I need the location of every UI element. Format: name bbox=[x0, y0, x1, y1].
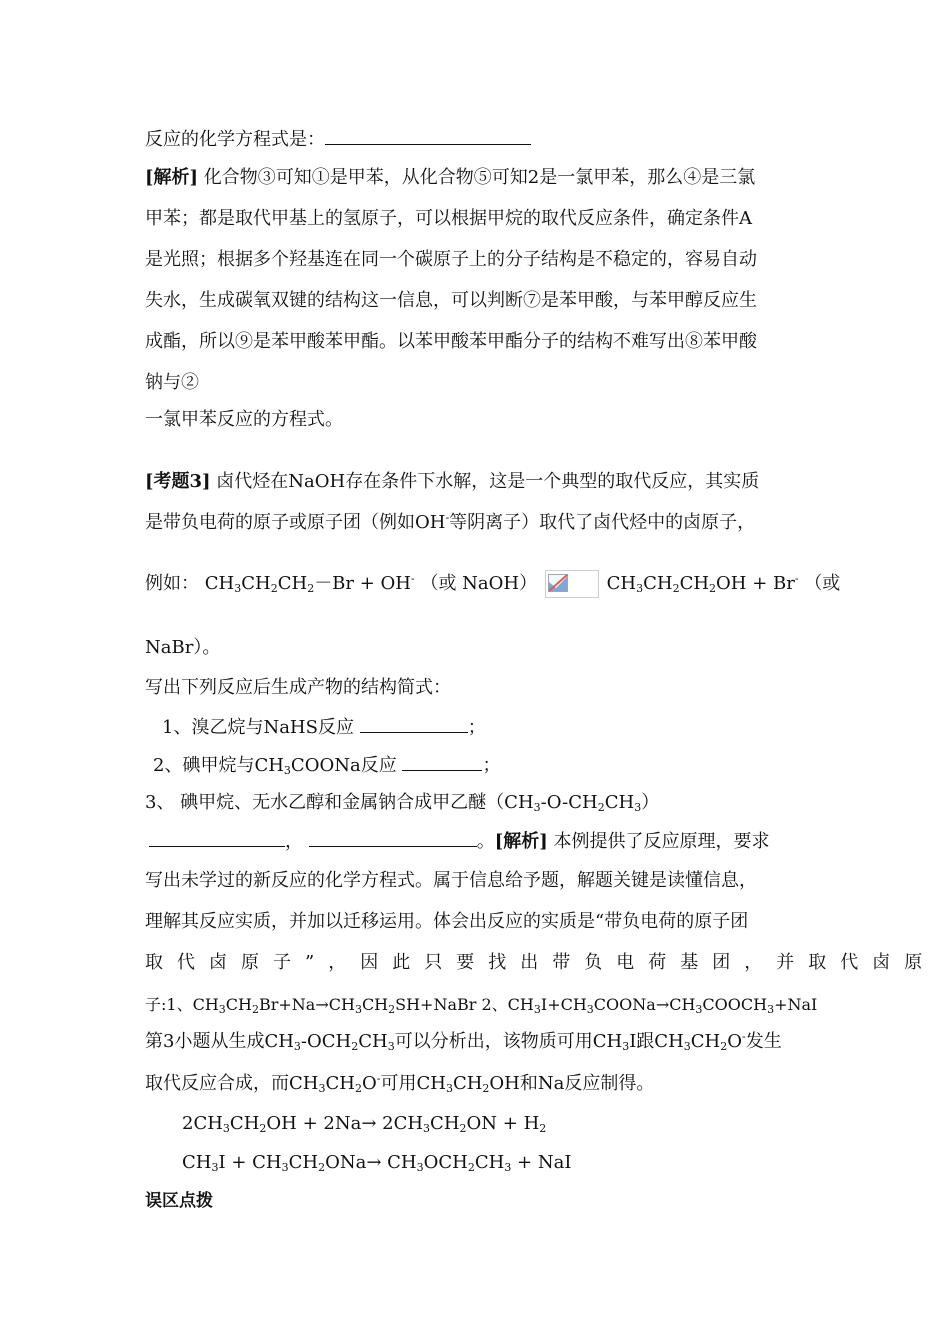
analysis-line-1: [解析] 化合物③可知①是甲苯，从化合物⑤可知2是一氯甲苯，那么④是三氯 bbox=[145, 167, 756, 188]
answer-line-2: 写出未学过的新反应的化学方程式。属于信息给予题，解题关键是读懂信息， bbox=[145, 870, 757, 891]
answer-blank bbox=[325, 126, 531, 145]
instruction-line: 写出下列反应后生成产物的结构简式： bbox=[145, 677, 451, 698]
analysis-line-2: 甲苯；都是取代甲基上的氢原子，可以根据甲烷的取代反应条件，确定条件A bbox=[145, 208, 752, 229]
sub-question-3: 3、 碘甲烷、无水乙醇和金属钠合成甲乙醚$(CH_3-O-CH_2CH_3)$ bbox=[145, 792, 660, 814]
question-3-line-2: 是带负电荷的原子或原子团（例如OH-等阴离子）取代了卤代烃中的卤原子， bbox=[145, 511, 756, 533]
analysis-line-3: 是光照；根据多个羟基连在同一个碳原子上的分子结构是不稳定的，容易自动 bbox=[145, 249, 757, 270]
answer-blank bbox=[149, 828, 285, 847]
sub-question-2: 2、碘甲烷与$CH_3COONa$反应 ； bbox=[153, 752, 500, 778]
equation-2: $CH_3I + CH_3CH_2ONa\to CH_3OCH_2CH_3$ + NaI bbox=[182, 1152, 572, 1174]
equation-prompt-line: 反应的化学方程式是： bbox=[145, 126, 531, 152]
analysis-tag: [解析] bbox=[145, 167, 199, 188]
answer-line-3: 理解其反应实质，并加以迁移运用。体会出反应的实质是“带负电荷的原子团 bbox=[145, 911, 749, 932]
answer-blank bbox=[402, 752, 482, 771]
analysis-line-4: 失水，生成碳氧双键的结构这一信息，可以判断⑦是苯甲酸，与苯甲醇反应生 bbox=[145, 290, 757, 311]
equation-1: $2CH_3CH_2OH + 2Na\to 2CH_3CH_2ON + H_2$ bbox=[182, 1113, 547, 1135]
analysis-line-6: 钠与② bbox=[145, 372, 199, 393]
broken-image-icon bbox=[545, 570, 599, 598]
answer-line-4: 取代卤原子”，因此只要找出带负电荷基团，并取代卤原 bbox=[145, 952, 937, 973]
answer-line-6: 第3小题从生成$CH_3-OCH_2CH_3$可以分析出，该物质可用$CH_3I$跟$CH_3CH_2O^-$发生 bbox=[145, 1030, 782, 1053]
answer-blank bbox=[360, 714, 468, 733]
analysis-line-5: 成酯，所以⑨是苯甲酸苯甲酯。以苯甲酸苯甲酯分子的结构不难写出⑧苯甲酸 bbox=[145, 331, 757, 352]
answer-blank bbox=[309, 828, 477, 847]
question-3-line-1: [考题3] 卤代烃在NaOH存在条件下水解，这是一个典型的取代反应，其实质 bbox=[145, 471, 760, 492]
sub-question-1: 1、溴乙烷与NaHS反应 ； bbox=[162, 714, 486, 740]
analysis-tag: [解析] bbox=[494, 831, 548, 852]
section-heading: 误区点拨 bbox=[145, 1191, 213, 1211]
question-tag: [考题3] bbox=[145, 471, 211, 492]
answer-line-7: 取代反应合成，而$CH_3CH_2O^-$可用$CH_3CH_2OH$和Na反应制得。 bbox=[145, 1072, 655, 1095]
example-reaction-line: 例如： $CH_3CH_2CH_2-Br + OH^-$ （或 NaOH） $CH_3CH_2CH_2OH + Br^-$ （或 bbox=[145, 570, 840, 598]
analysis-line-7: 一氯甲苯反应的方程式。 bbox=[145, 409, 343, 430]
answer-line-5: 子:1、$CH_3CH_2Br+Na\to CH_3CH_2SH+NaBr$ 2、$CH_3I+CH_3COONa\to CH_3COOCH_3+NaI$ bbox=[145, 995, 818, 1016]
nabr-line: NaBr）。 bbox=[145, 637, 221, 658]
answer-line-1: ， 。[解析] 本例提供了反应原理，要求 bbox=[145, 828, 770, 854]
